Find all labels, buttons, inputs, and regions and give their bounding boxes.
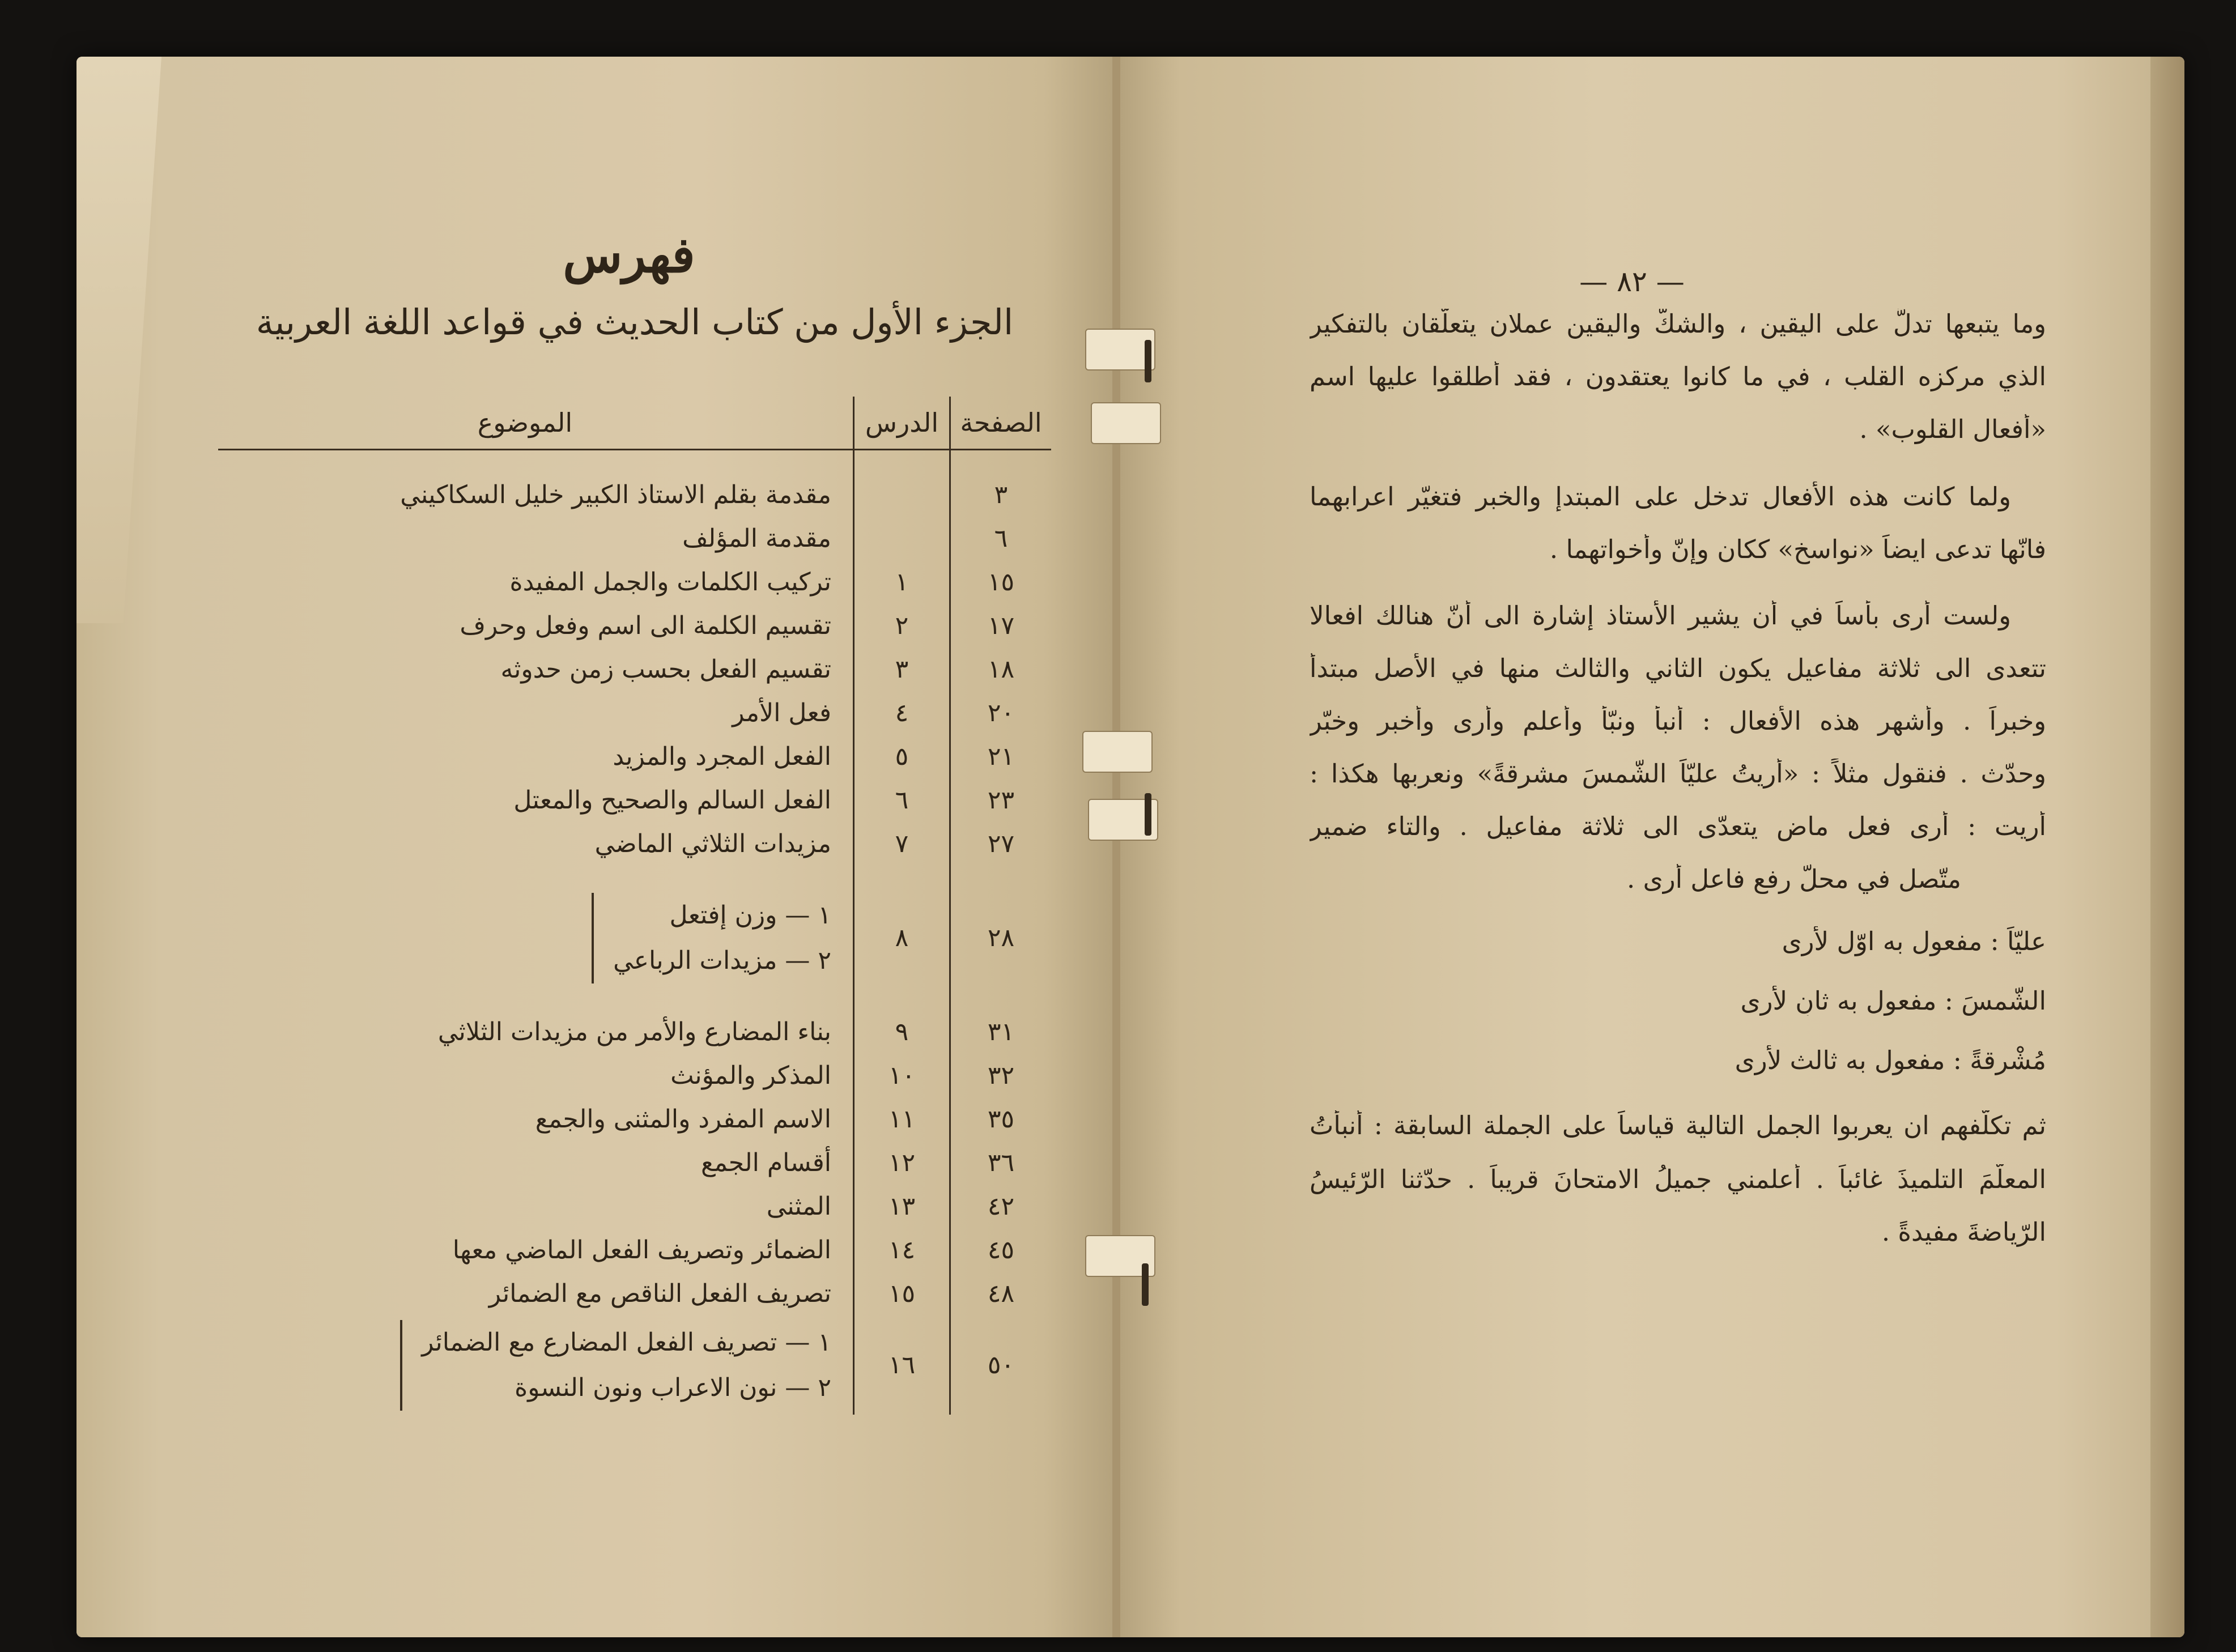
text-line: المعلّمَ التلميذَ غائباً . أعلمني جميلُ الامتحانَ قريباً . حدّثنا الرّئيسُ (1310, 1164, 2046, 1194)
index-row (218, 1272, 1051, 1315)
open-book (76, 57, 2184, 1637)
row-page: ٣٥ (950, 1097, 1052, 1141)
index-row-group (218, 888, 1051, 987)
index-row (218, 735, 1051, 778)
row-page: ١٧ (950, 604, 1052, 648)
staple-mark (1145, 793, 1151, 836)
binding-stitch (1091, 402, 1161, 444)
row-topic: الفعل السالم والصحيح والمعتل (513, 786, 831, 815)
index-row (218, 1228, 1051, 1272)
row-topic: الاسم المفرد والمثنى والجمع (535, 1105, 831, 1134)
header-lesson: الدرس (854, 397, 950, 450)
row-topic: تقسيم الفعل بحسب زمن حدوثه (500, 655, 831, 684)
text-line: فانّها تدعى ايضاً «نواسخ» ككان وإنّ وأخواتهما . (1549, 534, 2046, 564)
row-topic: مقدمة بقلم الاستاذ الكبير خليل السكاكيني (400, 480, 831, 509)
row-lesson (854, 517, 950, 560)
row-lesson: ٤ (854, 691, 950, 735)
text-line: ثم تكلّفهم ان يعربوا الجمل التالية قياساً على الجملة السابقة : أنبأتُ (1310, 1110, 2046, 1140)
row-page: ٥٠ (950, 1315, 1052, 1415)
row-lesson: ٩ (854, 1010, 950, 1054)
row-page: ٣٢ (950, 1054, 1052, 1097)
row-page: ٢٧ (950, 822, 1052, 866)
row-page: ٤٥ (950, 1228, 1052, 1272)
row-page: ٢٨ (950, 888, 1052, 987)
row-page: ١٨ (950, 648, 1052, 691)
index-row (218, 822, 1051, 866)
staple-mark (1145, 340, 1151, 382)
row-topic: المذكر والمؤنث (670, 1061, 831, 1090)
subtopic: ١ — تصريف الفعل المضارع مع الضمائر (422, 1327, 831, 1357)
header-page: الصفحة (950, 397, 1052, 450)
row-page: ٦ (950, 517, 1052, 560)
row-topic-group (218, 888, 854, 987)
row-lesson: ١٥ (854, 1272, 950, 1315)
row-lesson: ٨ (854, 888, 950, 987)
row-lesson: ١٦ (854, 1315, 950, 1415)
folded-corner (76, 57, 161, 623)
row-topic: مقدمة المؤلف (682, 524, 831, 553)
index-row (218, 560, 1051, 604)
subtopic: ٢ — نون الاعراب ونون النسوة (515, 1373, 831, 1402)
row-lesson: ١٤ (854, 1228, 950, 1272)
staple-mark (1142, 1263, 1149, 1306)
index-row (218, 473, 1051, 517)
row-lesson: ١٢ (854, 1141, 950, 1185)
binding-stitch (1082, 731, 1153, 773)
row-page: ٣٦ (950, 1141, 1052, 1185)
row-topic: الفعل المجرد والمزيد (613, 742, 831, 771)
row-lesson: ١١ (854, 1097, 950, 1141)
row-page: ٣ (950, 473, 1052, 517)
page-number: — ٨٢ — (1579, 265, 1685, 298)
index-row (218, 648, 1051, 691)
row-topic: أقسام الجمع (700, 1148, 831, 1177)
text-line: ولست أرى بأساً في أن يشير الأستاذ إشارة الى أنّ هنالك افعالا (1310, 601, 2011, 631)
row-lesson: ٢ (854, 604, 950, 648)
header-topic: الموضوع (218, 397, 854, 450)
text-line: ولما كانت هذه الأفعال تدخل على المبتدإ والخبر فتغيّر اعرابهما (1310, 482, 2011, 512)
index-title: فهرس (563, 227, 695, 284)
text-line: الذي مركزه القلب ، في ما كانوا يعتقدون ، فقد أطلقوا عليها اسم (1310, 361, 2046, 391)
text-line: وما يتبعها تدلُّ على اليقين ، والشكّ واليقين عملان يتعلّقان بالتفكير (1310, 309, 2046, 339)
index-page (76, 57, 1116, 1637)
index-row (218, 517, 1051, 560)
index-row (218, 691, 1051, 735)
index-row-group (218, 1315, 1051, 1415)
row-lesson: ١ (854, 560, 950, 604)
row-topic-group (218, 1315, 854, 1415)
row-lesson: ٧ (854, 822, 950, 866)
text-line: «أفعال القلوب» . (1859, 414, 2046, 444)
row-topic: مزيدات الثلاثي الماضي (594, 829, 831, 858)
row-lesson: ١٠ (854, 1054, 950, 1097)
text-line: عليّاً : مفعول به اوّل لأرى (1782, 926, 2046, 956)
subtopic: ١ — وزن إفتعل (669, 900, 831, 930)
index-row (218, 604, 1051, 648)
row-lesson: ٣ (854, 648, 950, 691)
row-page: ٤٢ (950, 1185, 1052, 1228)
page-edges (2150, 57, 2184, 1637)
row-lesson (854, 473, 950, 517)
text-line: مُشْرِقةً : مفعول به ثالث لأرى (1735, 1045, 2046, 1075)
row-page: ١٥ (950, 560, 1052, 604)
text-line: وخبراً . وأشهر هذه الأفعال : أنبأ ونبّأ وأعلم وأرى وأخبر وخبّر (1310, 706, 2046, 736)
text-line: تتعدى الى ثلاثة مفاعيل يكون الثاني والثالث منها في الأصل مبتدأً (1310, 653, 2046, 683)
subtopic-bracket (400, 1320, 831, 1411)
text-line: الشّمسَ : مفعول به ثانٍ لأرى (1740, 986, 2046, 1016)
index-row (218, 1097, 1051, 1141)
text-line: أريت : أرى فعل ماض يتعدّى الى ثلاثة مفاعيل . والتاء ضمير (1310, 811, 2046, 841)
index-row (218, 1010, 1051, 1054)
row-lesson: ٦ (854, 778, 950, 822)
row-topic: تركيب الكلمات والجمل المفيدة (509, 568, 831, 597)
index-row (218, 1141, 1051, 1185)
row-topic: الضمائر وتصريف الفعل الماضي معها (452, 1236, 831, 1264)
index-table (218, 397, 1051, 1415)
text-line: وحدّث . فنقول مثلاً : «أريتُ عليّاً الشّمسَ مشرقةً» ونعربها هكذا : (1310, 759, 2046, 789)
row-page: ٤٨ (950, 1272, 1052, 1315)
row-page: ٢٠ (950, 691, 1052, 735)
row-topic: فعل الأمر (732, 699, 831, 727)
index-subtitle: الجزء الأول من كتاب الحديث في قواعد اللغة العربية (256, 301, 1014, 343)
row-topic: تقسيم الكلمة الى اسم وفعل وحرف (460, 611, 831, 640)
row-topic: المثنى (766, 1192, 831, 1221)
row-topic: تصريف الفعل الناقص مع الضمائر (488, 1279, 831, 1308)
book-spine (1112, 57, 1120, 1637)
row-lesson: ٥ (854, 735, 950, 778)
row-page: ٢١ (950, 735, 1052, 778)
index-row (218, 1054, 1051, 1097)
subtopic-bracket (592, 893, 831, 983)
index-header-row (218, 397, 1051, 450)
text-line: متّصل في محلّ رفع فاعل أرى . (1627, 864, 1961, 894)
index-row (218, 778, 1051, 822)
row-lesson: ١٣ (854, 1185, 950, 1228)
row-topic: بناء المضارع والأمر من مزيدات الثلاثي (437, 1017, 831, 1046)
subtopic: ٢ — مزيدات الرباعي (613, 946, 831, 975)
index-row (218, 1185, 1051, 1228)
row-page: ٣١ (950, 1010, 1052, 1054)
row-page: ٢٣ (950, 778, 1052, 822)
text-line: الرّياضةَ مفيدةً . (1881, 1217, 2046, 1247)
